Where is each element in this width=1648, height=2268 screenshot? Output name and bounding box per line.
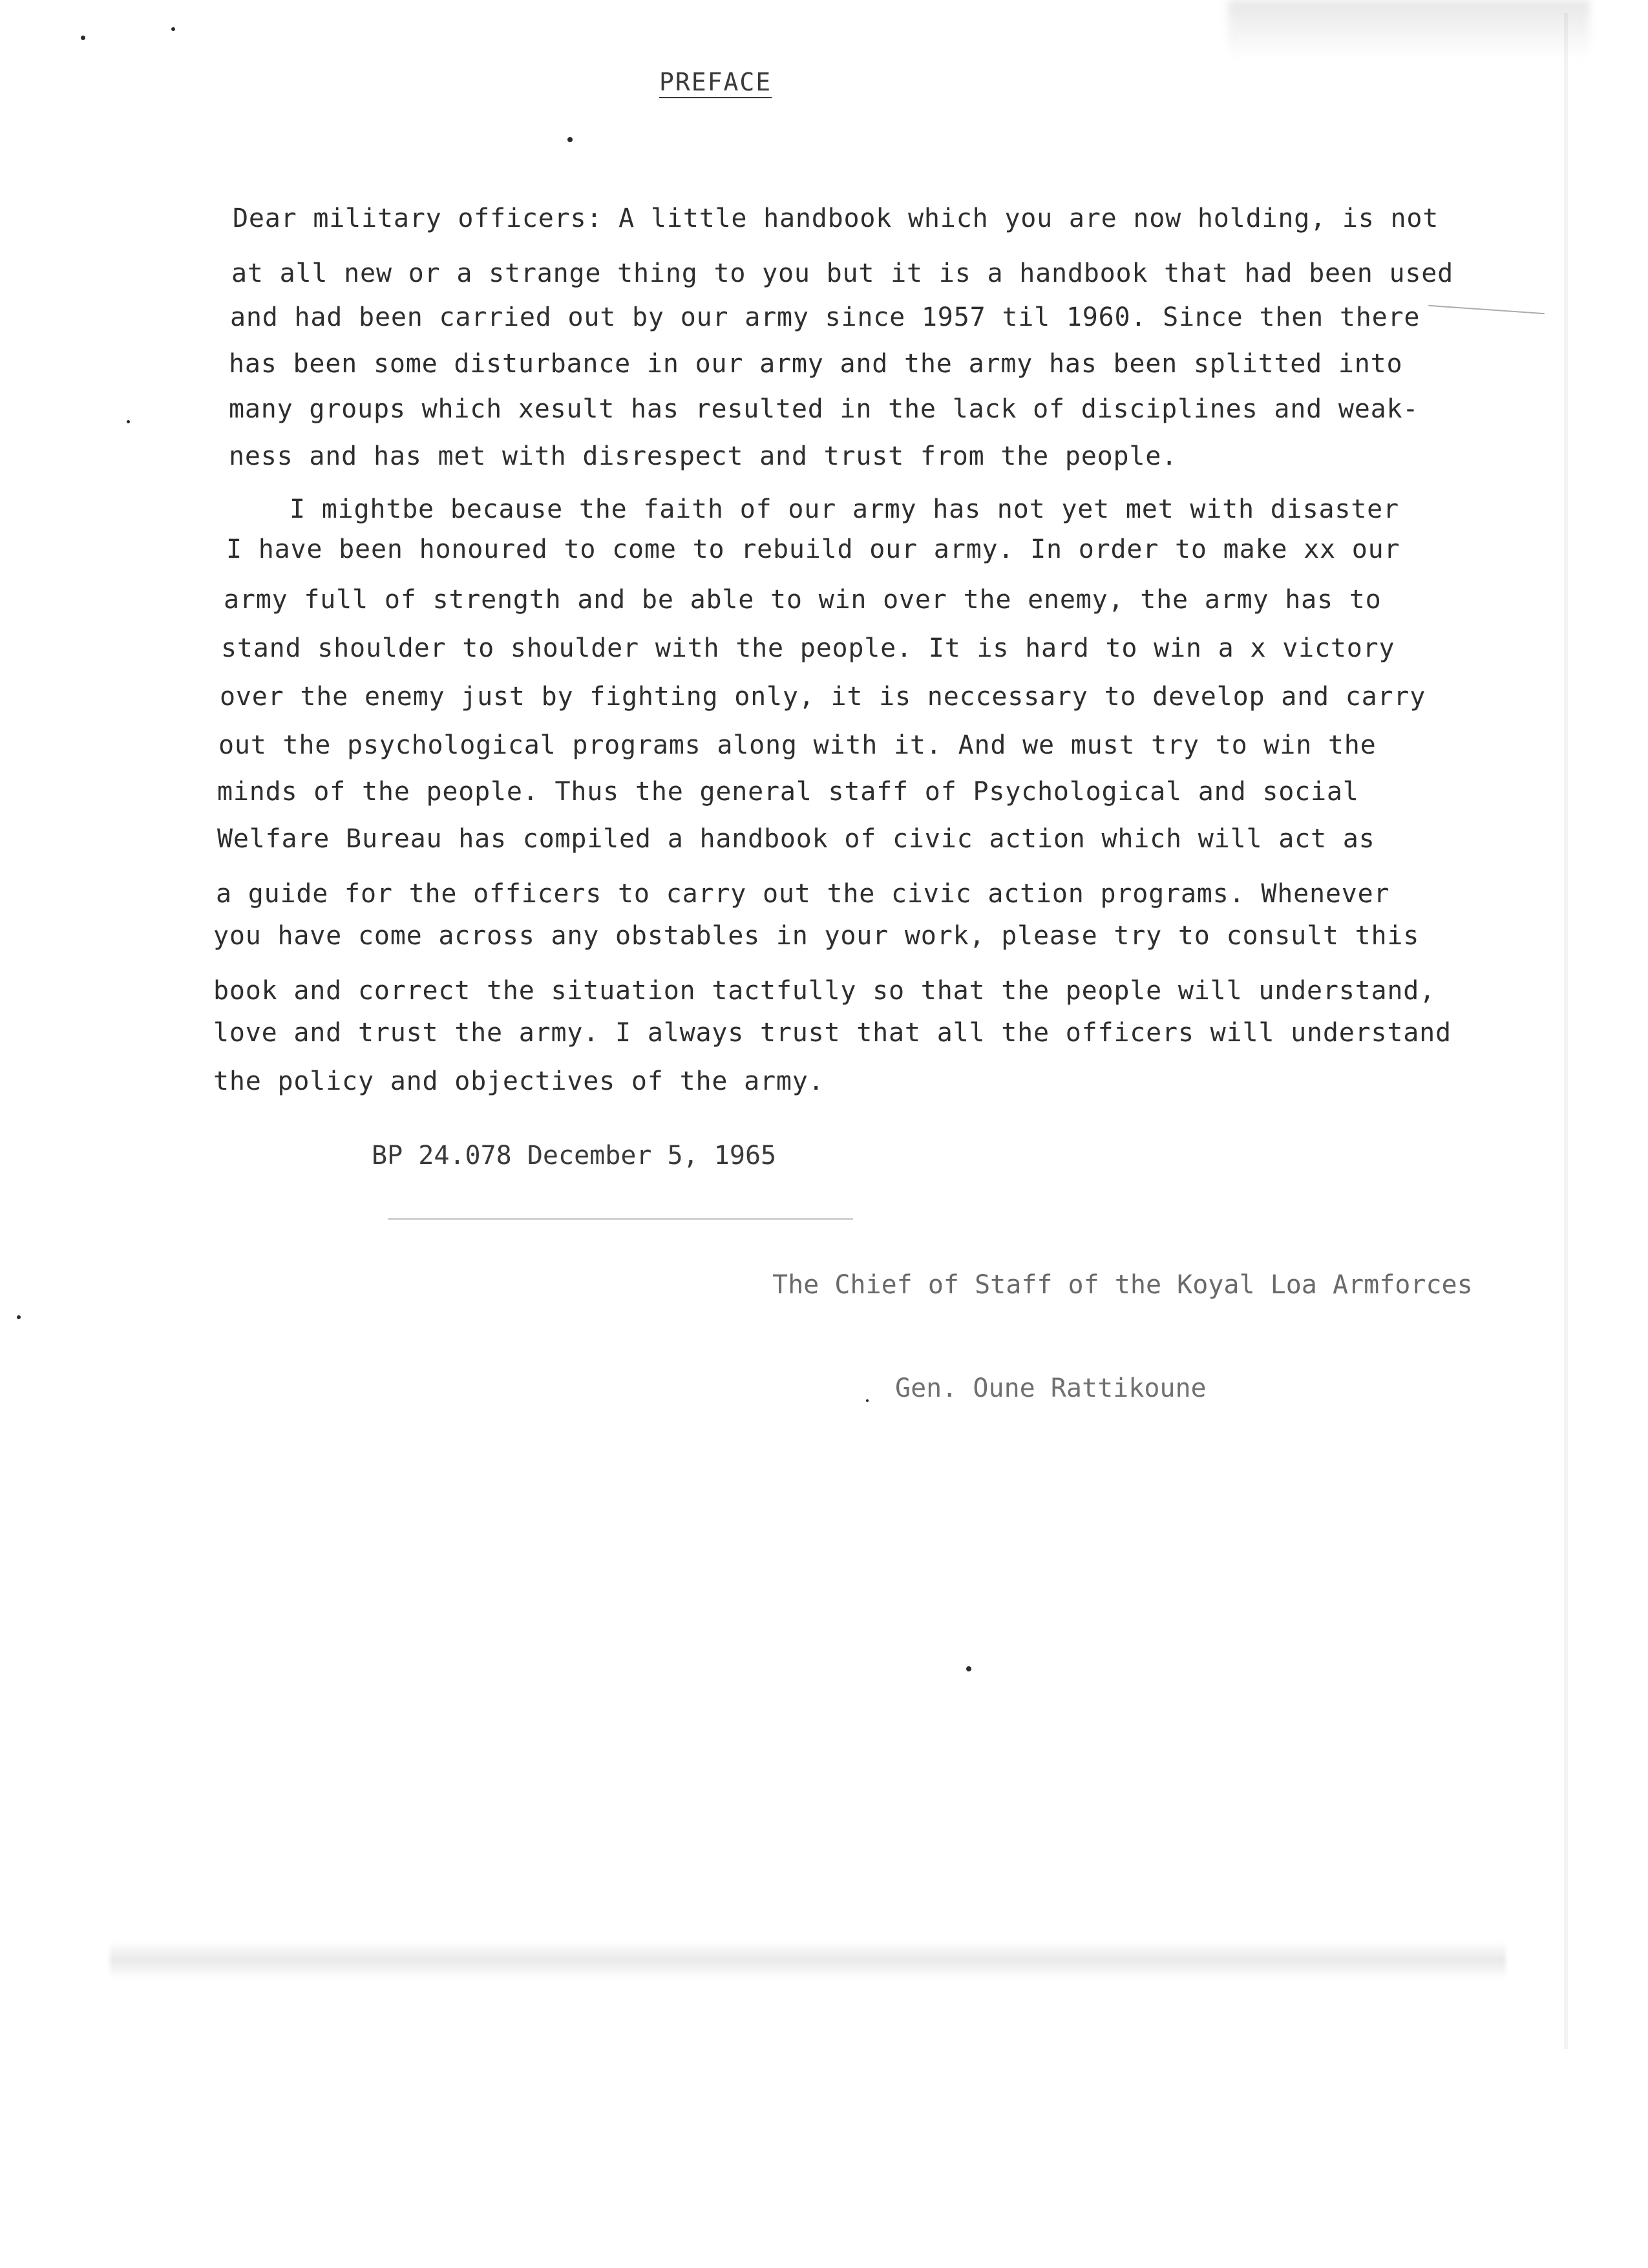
scan-speck xyxy=(127,420,130,423)
paragraph-2-line-13: the policy and objectives of the army. xyxy=(213,1066,825,1096)
scan-speck xyxy=(866,1399,869,1402)
signatory-title: The Chief of Staff of the Koyal Loa Armforces xyxy=(772,1270,1473,1300)
paragraph-1-line-1: Dear military officers: A little handbook which you are now holding, is not xyxy=(233,204,1439,233)
page-edge-shadow xyxy=(1564,13,1568,2049)
paragraph-1-line-6: ness and has met with disrespect and trust from the people. xyxy=(229,441,1178,471)
paragraph-2-line-6: out the psychological programs along with it. And we must try to win the xyxy=(218,730,1377,760)
paragraph-2-line-11: book and correct the situation tactfully so that the people will understand, xyxy=(213,976,1436,1006)
paragraph-2-line-7: minds of the people. Thus the general staff of Psychological and social xyxy=(217,777,1359,807)
paragraph-2-line-8: Welfare Bureau has compiled a handbook of civic action which will act as xyxy=(217,824,1375,854)
document-title: PREFACE xyxy=(659,68,772,96)
scan-speck xyxy=(17,1315,21,1319)
paragraph-1-line-3: and had been carried out by our army since 1957 til 1960. Since then there xyxy=(230,302,1421,332)
scan-speck xyxy=(81,36,85,40)
scan-speck xyxy=(171,27,175,31)
stray-pen-mark xyxy=(1428,305,1545,315)
paragraph-2-line-4: stand shoulder to shoulder with the people. It is hard to win a x victory xyxy=(221,633,1395,663)
paragraph-2-line-3: army full of strength and be able to win over the enemy, the army has to xyxy=(224,585,1382,615)
paragraph-2-line-12: love and trust the army. I always trust that all the officers will understand xyxy=(213,1018,1452,1048)
paragraph-1-line-5: many groups which xesult has resulted in the lack of disciplines and weak- xyxy=(229,394,1419,424)
scan-speck xyxy=(567,137,573,142)
paragraph-1-line-2: at all new or a strange thing to you but it is a handbook that had been used xyxy=(231,259,1454,288)
paragraph-2-line-1: I mightbe because the faith of our army has not yet met with disaster xyxy=(290,494,1399,524)
paragraph-1-line-4: has been some disturbance in our army and the army has been splitted into xyxy=(229,349,1403,379)
paragraph-2-line-10: you have come across any obstables in your work, please try to consult this xyxy=(213,921,1420,951)
page-fold-shadow xyxy=(110,1942,1506,1978)
scan-smudge xyxy=(1228,0,1590,58)
paragraph-2-line-2: I have been honoured to come to rebuild our army. In order to make xx our xyxy=(226,535,1400,564)
date-reference-line: BP 24.078 December 5, 1965 xyxy=(372,1141,777,1171)
divider-rule xyxy=(388,1218,853,1220)
paragraph-2-line-5: over the enemy just by fighting only, it is neccessary to develop and carry xyxy=(220,682,1426,712)
signatory-name: Gen. Oune Rattikoune xyxy=(895,1373,1207,1403)
scan-speck xyxy=(966,1666,971,1671)
paragraph-2-line-9: a guide for the officers to carry out the civic action programs. Whenever xyxy=(216,879,1390,909)
